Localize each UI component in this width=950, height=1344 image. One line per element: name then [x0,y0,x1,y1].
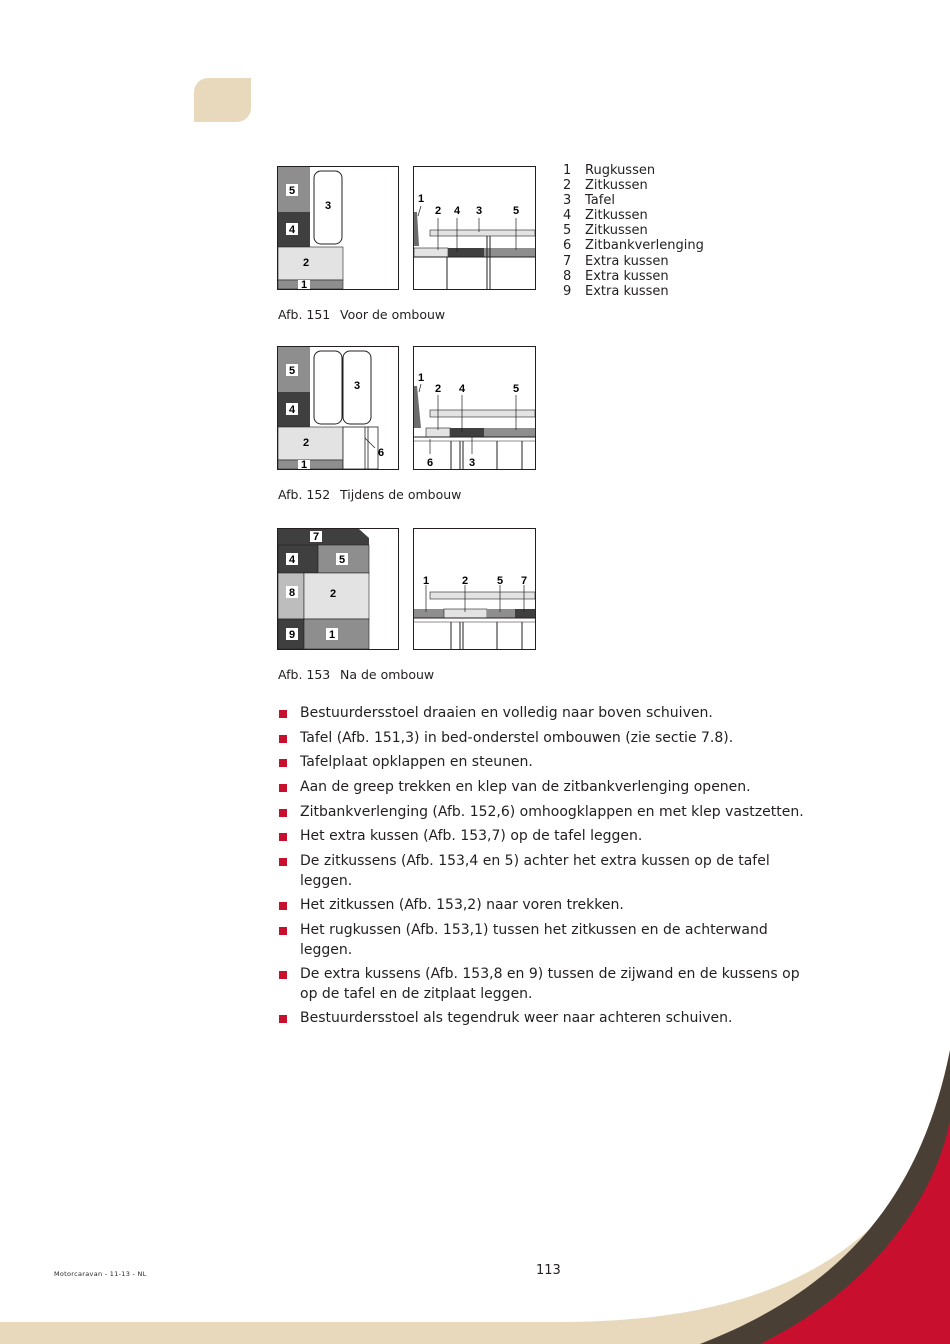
fig153-top-label-5: 5 [338,554,346,566]
list-item: Het extra kussen (Afb. 153,7) op de tafel leggen. [278,827,818,847]
legend-item: 3 Tafel [563,193,615,209]
fig151-side-label-5: 5 [512,205,520,217]
fig151-top-label-2: 2 [302,257,310,269]
fig152-side-label-3: 3 [468,457,476,469]
fig152-side-label-5: 5 [512,383,520,395]
legend-item: 5 Zitkussen [563,223,648,239]
fig151-side-label-3: 3 [475,205,483,217]
caption-152-title: Tijdens de ombouw [340,487,462,502]
fig151-top-label-3: 3 [324,200,332,212]
fig153-side-label-5: 5 [496,575,504,587]
fig152-top-label-4: 4 [288,404,296,416]
fig153-top-label-9: 9 [288,629,296,641]
document-id: Motorcaravan - 11-13 - NL [54,1270,147,1278]
list-item: Het zitkussen (Afb. 153,2) naar voren trekken. [278,896,818,916]
fig151-top-label-1: 1 [300,279,308,290]
legend-item: 6 Zitbankverlenging [563,238,704,254]
legend-item: 7 Extra kussen [563,253,669,269]
list-item: Aan de greep trekken en klep van de zitbankverlenging openen. [278,778,818,798]
legend-item: 8 Extra kussen [563,268,669,284]
fig152-side-label-4: 4 [458,383,466,395]
fig153-top-label-7: 7 [312,531,320,543]
fig152-side-label-1: 1 [417,372,425,384]
legend-item: 9 Extra kussen [563,283,669,299]
caption-151-title: Voor de ombouw [340,307,446,322]
caption-151-number: Afb. 151 [278,307,331,322]
list-item: Het rugkussen (Afb. 153,1) tussen het zitkussen en de achterwand leggen. [278,921,818,960]
list-item: Zitbankverlenging (Afb. 152,6) omhoogklappen en met klep vastzetten. [278,803,818,823]
list-item: De extra kussens (Afb. 153,8 en 9) tussen de zijwand en de kussens op op de tafel en de zitplaat leggen. [278,965,818,1004]
list-item: Tafelplaat opklappen en steunen. [278,753,818,773]
legend-item: 1 Rugkussen [563,163,656,178]
legend-item: 2 Zitkussen [563,178,648,194]
fig153-top-label-4: 4 [288,554,296,566]
fig151-side-label-1: 1 [417,193,425,205]
list-item: De zitkussens (Afb. 153,4 en 5) achter het extra kussen op de tafel leggen. [278,852,818,891]
fig152-top-label-3: 3 [353,380,361,392]
fig153-side-label-1: 1 [422,575,430,587]
fig152-side-label-6: 6 [426,457,434,469]
caption-153-number: Afb. 153 [278,667,331,682]
fig153-top-label-1: 1 [328,629,336,641]
list-item: Bestuurdersstoel draaien en volledig naar boven schuiven. [278,704,818,724]
fig153-side-label-2: 2 [461,575,469,587]
fig151-side-label-4: 4 [453,205,461,217]
fig153-side-label-7: 7 [520,575,528,587]
legend-item: 4 Zitkussen [563,208,648,224]
fig153-top-label-2: 2 [329,588,337,600]
fig152-top-label-6: 6 [377,447,385,459]
fig153-top-label-8: 8 [288,587,296,599]
fig152-top-label-1: 1 [300,459,308,470]
fig151-side-label-2: 2 [434,205,442,217]
list-item: Bestuurdersstoel als tegendruk weer naar achteren schuiven. [278,1009,818,1029]
page-number: 113 [536,1263,561,1278]
caption-153-title: Na de ombouw [340,667,435,682]
fig152-side-label-2: 2 [434,383,442,395]
caption-152-number: Afb. 152 [278,487,331,502]
fig152-top-label-2: 2 [302,437,310,449]
fig152-top-label-5: 5 [288,365,296,377]
list-item: Tafel (Afb. 151,3) in bed-onderstel ombouwen (zie sectie 7.8). [278,729,818,749]
fig151-top-label-5: 5 [288,185,296,197]
fig151-top-label-4: 4 [288,224,296,236]
